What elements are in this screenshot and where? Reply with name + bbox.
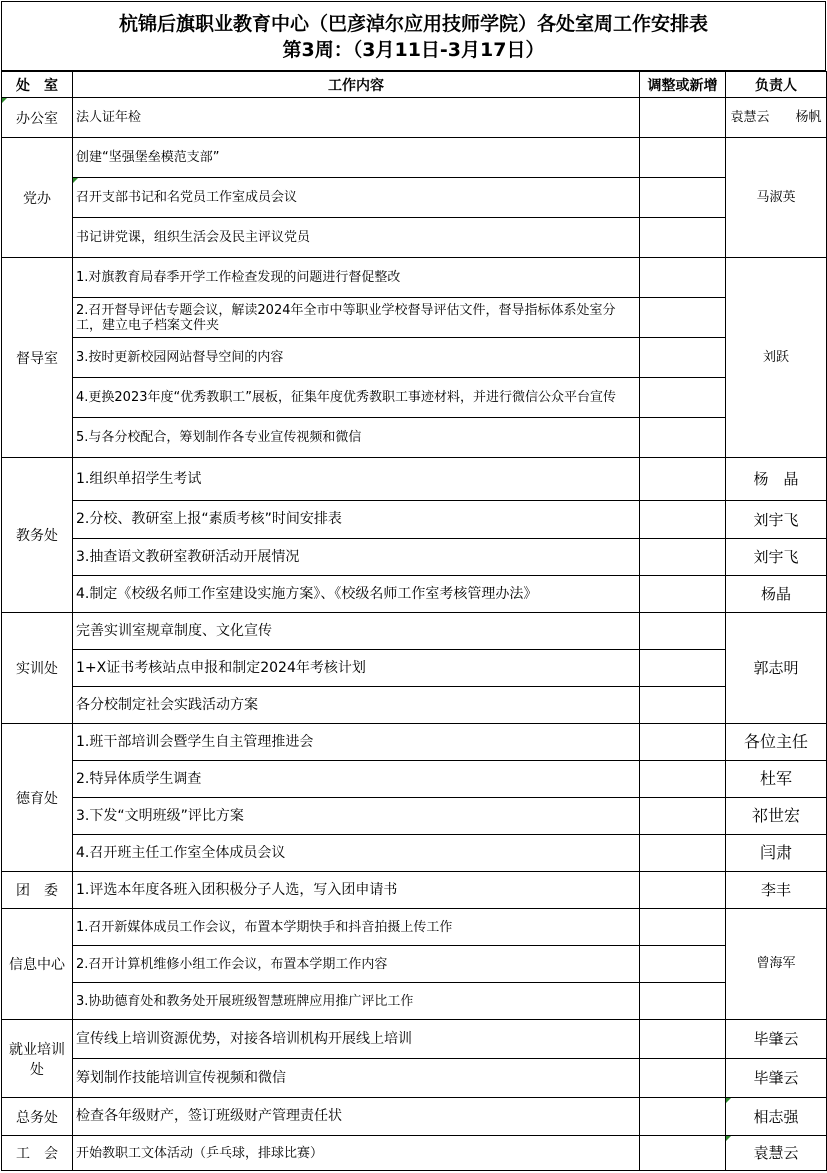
adjust-cell xyxy=(640,501,726,539)
page-title: 杭锦后旗职业教育中心（巴彦淖尔应用技师学院）各处室周工作安排表 xyxy=(118,13,708,35)
owner-cell: 杨 晶 xyxy=(726,458,827,501)
owner-cell: 曾海军 xyxy=(726,909,827,1020)
adjust-cell xyxy=(640,761,726,798)
dept-cell: 教务处 xyxy=(2,458,73,613)
table-row xyxy=(2,835,827,872)
content-cell: 1.组织单招学生考试 xyxy=(73,458,640,501)
content-cell: 检查各年级财产，签订班级财产管理责任状 xyxy=(73,1098,640,1136)
table-row xyxy=(2,138,827,178)
owner-cell: 刘跃 xyxy=(726,258,827,458)
dept-cell: 总务处 xyxy=(2,1098,73,1136)
adjust-cell xyxy=(640,1136,726,1171)
table-row xyxy=(2,650,827,687)
content-cell: 2.特异体质学生调查 xyxy=(73,761,640,798)
content-cell: 筹划制作技能培训宣传视频和微信 xyxy=(73,1059,640,1098)
table-row xyxy=(2,761,827,798)
adjust-cell xyxy=(640,872,726,909)
adjust-cell xyxy=(640,650,726,687)
adjust-cell xyxy=(640,458,726,501)
content-cell: 3.协助德育处和教务处开展班级智慧班牌应用推广评比工作 xyxy=(73,983,640,1020)
adjust-cell xyxy=(640,178,726,218)
content-cell: 完善实训室规章制度、文化宣传 xyxy=(73,613,640,650)
owner-cell: 相志强 xyxy=(726,1098,827,1136)
owner-cell: 郭志明 xyxy=(726,613,827,724)
table-row xyxy=(2,378,827,418)
table-row xyxy=(2,687,827,724)
content-cell: 3.抽查语文教研室教研活动开展情况 xyxy=(73,539,640,576)
adjust-cell xyxy=(640,576,726,613)
dept-cell: 实训处 xyxy=(2,613,73,724)
owner-cell: 刘宇飞 xyxy=(726,501,827,539)
dept-cell: 信息中心 xyxy=(2,909,73,1020)
adjust-cell xyxy=(640,1059,726,1098)
content-cell: 开始教职工文体活动（乒乓球，排球比赛） xyxy=(73,1136,640,1171)
adjust-cell xyxy=(640,835,726,872)
dept-cell: 党办 xyxy=(2,138,73,258)
owner-cell: 闫肃 xyxy=(726,835,827,872)
content-cell: 1.对旗教育局春季开学工作检查发现的问题进行督促整改 xyxy=(73,258,640,298)
owner-cell: 袁慧云 xyxy=(726,1136,827,1171)
owner-cell: 毕肇云 xyxy=(726,1059,827,1098)
table-row xyxy=(2,539,827,576)
owner-cell: 杨晶 xyxy=(726,576,827,613)
header-row xyxy=(2,72,827,98)
header-adjust: 调整或新增 xyxy=(640,72,726,98)
table-row xyxy=(2,909,827,946)
table-row xyxy=(2,98,827,138)
owner-cell: 马淑英 xyxy=(726,138,827,258)
adjust-cell xyxy=(640,418,726,458)
adjust-cell xyxy=(640,378,726,418)
dept-cell: 团 委 xyxy=(2,872,73,909)
dept-cell: 督导室 xyxy=(2,258,73,458)
owner-cell: 刘宇飞 xyxy=(726,539,827,576)
table-row xyxy=(2,298,827,338)
content-cell: 2.召开计算机维修小组工作会议，布置本学期工作内容 xyxy=(73,946,640,983)
adjust-cell xyxy=(640,613,726,650)
content-cell: 1.评选本年度各班入团积极分子人选，写入团申请书 xyxy=(73,872,640,909)
content-cell: 召开支部书记和名党员工作室成员会议 xyxy=(73,178,640,218)
adjust-cell xyxy=(640,1020,726,1059)
content-cell: 1+X证书考核站点申报和制定2024年考核计划 xyxy=(73,650,640,687)
worksheet xyxy=(1,1,826,1172)
header-content: 工作内容 xyxy=(73,72,640,98)
content-cell: 创建“坚强堡垒模范支部” xyxy=(73,138,640,178)
adjust-cell xyxy=(640,983,726,1020)
table-row xyxy=(2,798,827,835)
content-cell: 3.下发“文明班级”评比方案 xyxy=(73,798,640,835)
content-cell: 书记讲党课，组织生活会及民主评议党员 xyxy=(73,218,640,258)
adjust-cell xyxy=(640,687,726,724)
content-cell: 4.召开班主任工作室全体成员会议 xyxy=(73,835,640,872)
week-subtitle: 第3周：（3月11日-3月17日） xyxy=(282,39,545,61)
adjust-cell xyxy=(640,98,726,138)
table-row xyxy=(2,178,827,218)
adjust-cell xyxy=(640,218,726,258)
table-row xyxy=(2,1059,827,1098)
adjust-cell xyxy=(640,798,726,835)
table-row xyxy=(2,218,827,258)
adjust-cell xyxy=(640,258,726,298)
table-row xyxy=(2,872,827,909)
adjust-cell xyxy=(640,539,726,576)
table-row xyxy=(2,613,827,650)
content-cell: 5.与各分校配合，筹划制作各专业宣传视频和微信 xyxy=(73,418,640,458)
dept-cell: 工 会 xyxy=(2,1136,73,1171)
dept-cell: 德育处 xyxy=(2,724,73,872)
content-cell: 3.按时更新校园网站督导空间的内容 xyxy=(73,338,640,378)
table-row xyxy=(2,724,827,761)
adjust-cell xyxy=(640,338,726,378)
table-row xyxy=(2,1020,827,1059)
content-cell: 4.更换2023年度“优秀教职工”展板，征集年度优秀教职工事迹材料，并进行微信公众平台宣传 xyxy=(73,378,640,418)
table-row xyxy=(2,946,827,983)
content-cell: 法人证年检 xyxy=(73,98,640,138)
table-row xyxy=(2,338,827,378)
owner-cell: 毕肇云 xyxy=(726,1020,827,1059)
owner-cell: 李丰 xyxy=(726,872,827,909)
adjust-cell xyxy=(640,1098,726,1136)
table-row xyxy=(2,1136,827,1171)
title-block xyxy=(1,1,826,71)
owner-cell: 各位主任 xyxy=(726,724,827,761)
adjust-cell xyxy=(640,138,726,178)
table-row xyxy=(2,576,827,613)
content-cell: 4.制定《校级名师工作室建设实施方案》、《校级名师工作室考核管理办法》 xyxy=(73,576,640,613)
dept-cell: 办公室 xyxy=(2,98,73,138)
table-row xyxy=(2,418,827,458)
header-owner: 负责人 xyxy=(726,72,827,98)
adjust-cell xyxy=(640,724,726,761)
content-cell: 宣传线上培训资源优势，对接各培训机构开展线上培训 xyxy=(73,1020,640,1059)
header-dept: 处 室 xyxy=(2,72,73,98)
table-row xyxy=(2,1098,827,1136)
owner-cell: 祁世宏 xyxy=(726,798,827,835)
table-row xyxy=(2,501,827,539)
content-cell: 1.班干部培训会暨学生自主管理推进会 xyxy=(73,724,640,761)
content-cell: 2.召开督导评估专题会议，解读2024年全市中等职业学校督导评估文件，督导指标体系处室分工，建立电子档案文件夹 xyxy=(73,298,640,338)
adjust-cell xyxy=(640,946,726,983)
adjust-cell xyxy=(640,909,726,946)
dept-cell: 就业培训处 xyxy=(2,1020,73,1098)
table-row xyxy=(2,983,827,1020)
content-cell: 1.召开新媒体成员工作会议，布置本学期快手和抖音拍摄上传工作 xyxy=(73,909,640,946)
owner-cell: 杜军 xyxy=(726,761,827,798)
content-cell: 2.分校、教研室上报“素质考核”时间安排表 xyxy=(73,501,640,539)
content-cell: 各分校制定社会实践活动方案 xyxy=(73,687,640,724)
table-row xyxy=(2,258,827,298)
adjust-cell xyxy=(640,298,726,338)
owner-cell: 袁慧云 杨帆 xyxy=(726,98,827,138)
schedule-table xyxy=(1,71,827,1171)
table-row xyxy=(2,458,827,501)
